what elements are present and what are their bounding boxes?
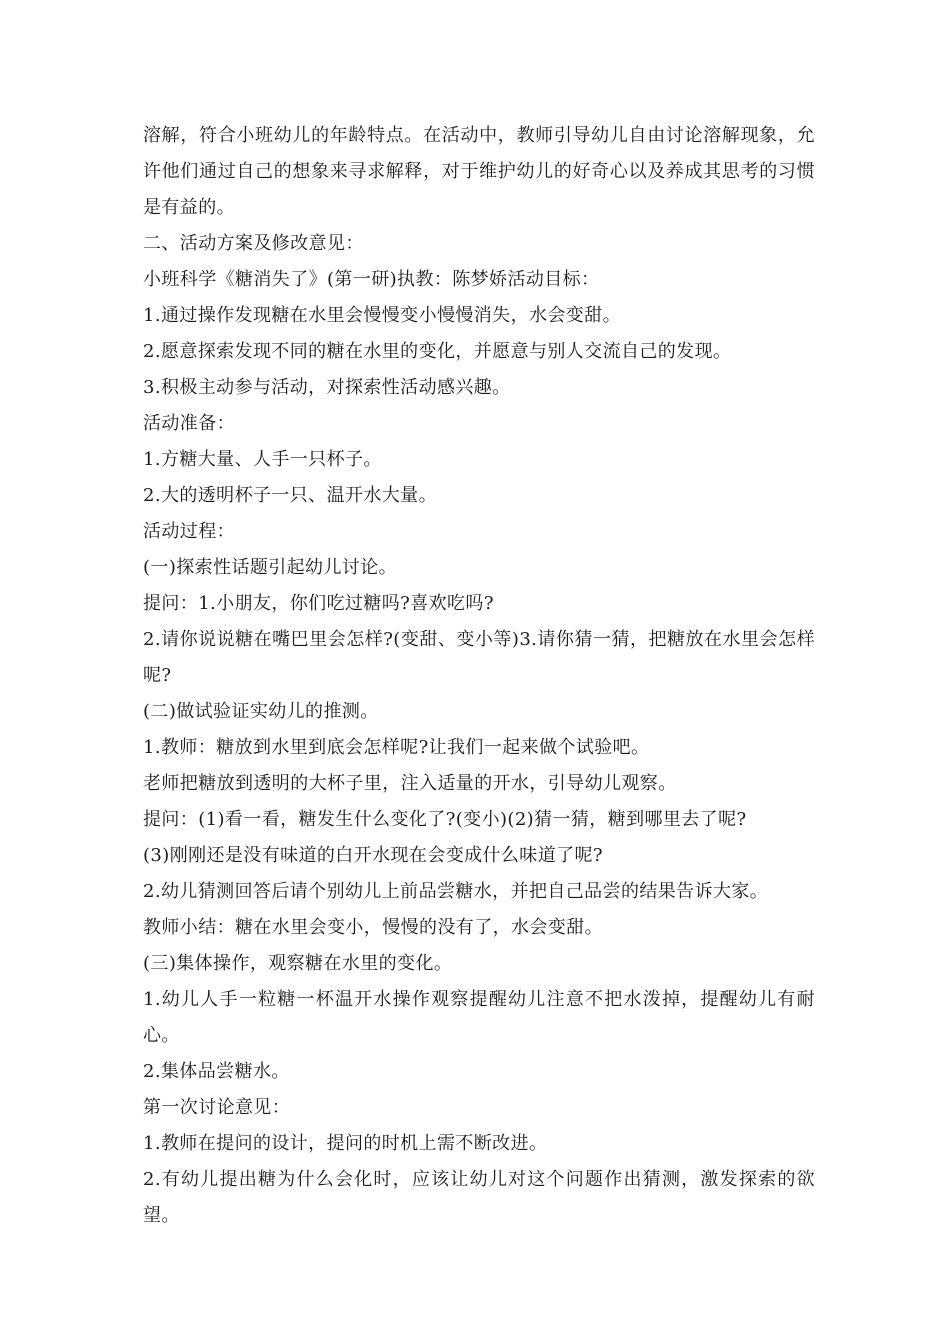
- goal-item-2: 2.愿意探索发现不同的糖在水里的变化，并愿意与别人交流自己的发现。: [143, 341, 732, 362]
- process-heading: 活动过程：: [143, 521, 235, 542]
- discussion-item-2: 2.有幼儿提出糖为什么会化时，应该让幼儿对这个问题作出猜测，激发探索的欲望。: [143, 1169, 815, 1226]
- document-body: [143, 118, 815, 1234]
- preparation-item-2: 2.大的透明杯子一只、温开水大量。: [143, 485, 437, 506]
- group-operation-1: 1.幼儿人手一粒糖一杯温开水操作观察提醒幼儿注意不把水泼掉，提醒幼儿有耐心。: [143, 989, 815, 1046]
- observation-question-3: (3)刚刚还是没有味道的白开水现在会变成什么味道了呢?: [143, 845, 603, 866]
- observation-questions: 提问：(1)看一看，糖发生什么变化了?(变小)(2)猜一猜，糖到哪里去了呢?: [143, 809, 747, 830]
- section-heading-plan: 二、活动方案及修改意见：: [143, 233, 364, 254]
- process-step-3-heading: (三)集体操作，观察糖在水里的变化。: [143, 953, 453, 974]
- question-2-3: 2.请你说说糖在嘴巴里会怎样?(变甜、变小等)3.请你猜一猜，把糖放在水里会怎样呢?: [143, 629, 815, 686]
- question-1: 提问：1.小朋友，你们吃过糖吗?喜欢吃吗?: [143, 593, 494, 614]
- process-step-1-heading: (一)探索性话题引起幼儿讨论。: [143, 557, 398, 578]
- goal-item-3: 3.积极主动参与活动，对探索性活动感兴趣。: [143, 377, 511, 398]
- discussion-heading: 第一次讨论意见：: [143, 1097, 291, 1118]
- tasting-step: 2.幼儿猜测回答后请个别幼儿上前品尝糖水，并把自己品尝的结果告诉大家。: [143, 881, 769, 902]
- goal-item-1: 1.通过操作发现糖在水里会慢慢变小慢慢消失，水会变甜。: [143, 305, 621, 326]
- discussion-item-1: 1.教师在提问的设计，提问的时机上需不断改进。: [143, 1133, 548, 1154]
- preparation-item-1: 1.方糖大量、人手一只杯子。: [143, 449, 382, 470]
- teacher-action: 老师把糖放到透明的大杯子里，注入适量的开水，引导幼儿观察。: [143, 773, 677, 794]
- teacher-line: 1.教师：糖放到水里到底会怎样呢?让我们一起来做个试验吧。: [143, 737, 650, 758]
- teacher-summary: 教师小结：糖在水里会变小，慢慢的没有了，水会变甜。: [143, 917, 603, 938]
- process-step-2-heading: (二)做试验证实幼儿的推测。: [143, 701, 379, 722]
- activity-title: 小班科学《糖消失了》(第一研)执教：陈梦娇活动目标：: [143, 269, 600, 290]
- preparation-heading: 活动准备：: [143, 413, 235, 434]
- paragraph-intro-continuation: 溶解，符合小班幼儿的年龄特点。在活动中，教师引导幼儿自由讨论溶解现象，允许他们通过自己的想象来寻求解释，对于维护幼儿的好奇心以及养成其思考的习惯是有益的。: [143, 125, 815, 218]
- group-operation-2: 2.集体品尝糖水。: [143, 1061, 290, 1082]
